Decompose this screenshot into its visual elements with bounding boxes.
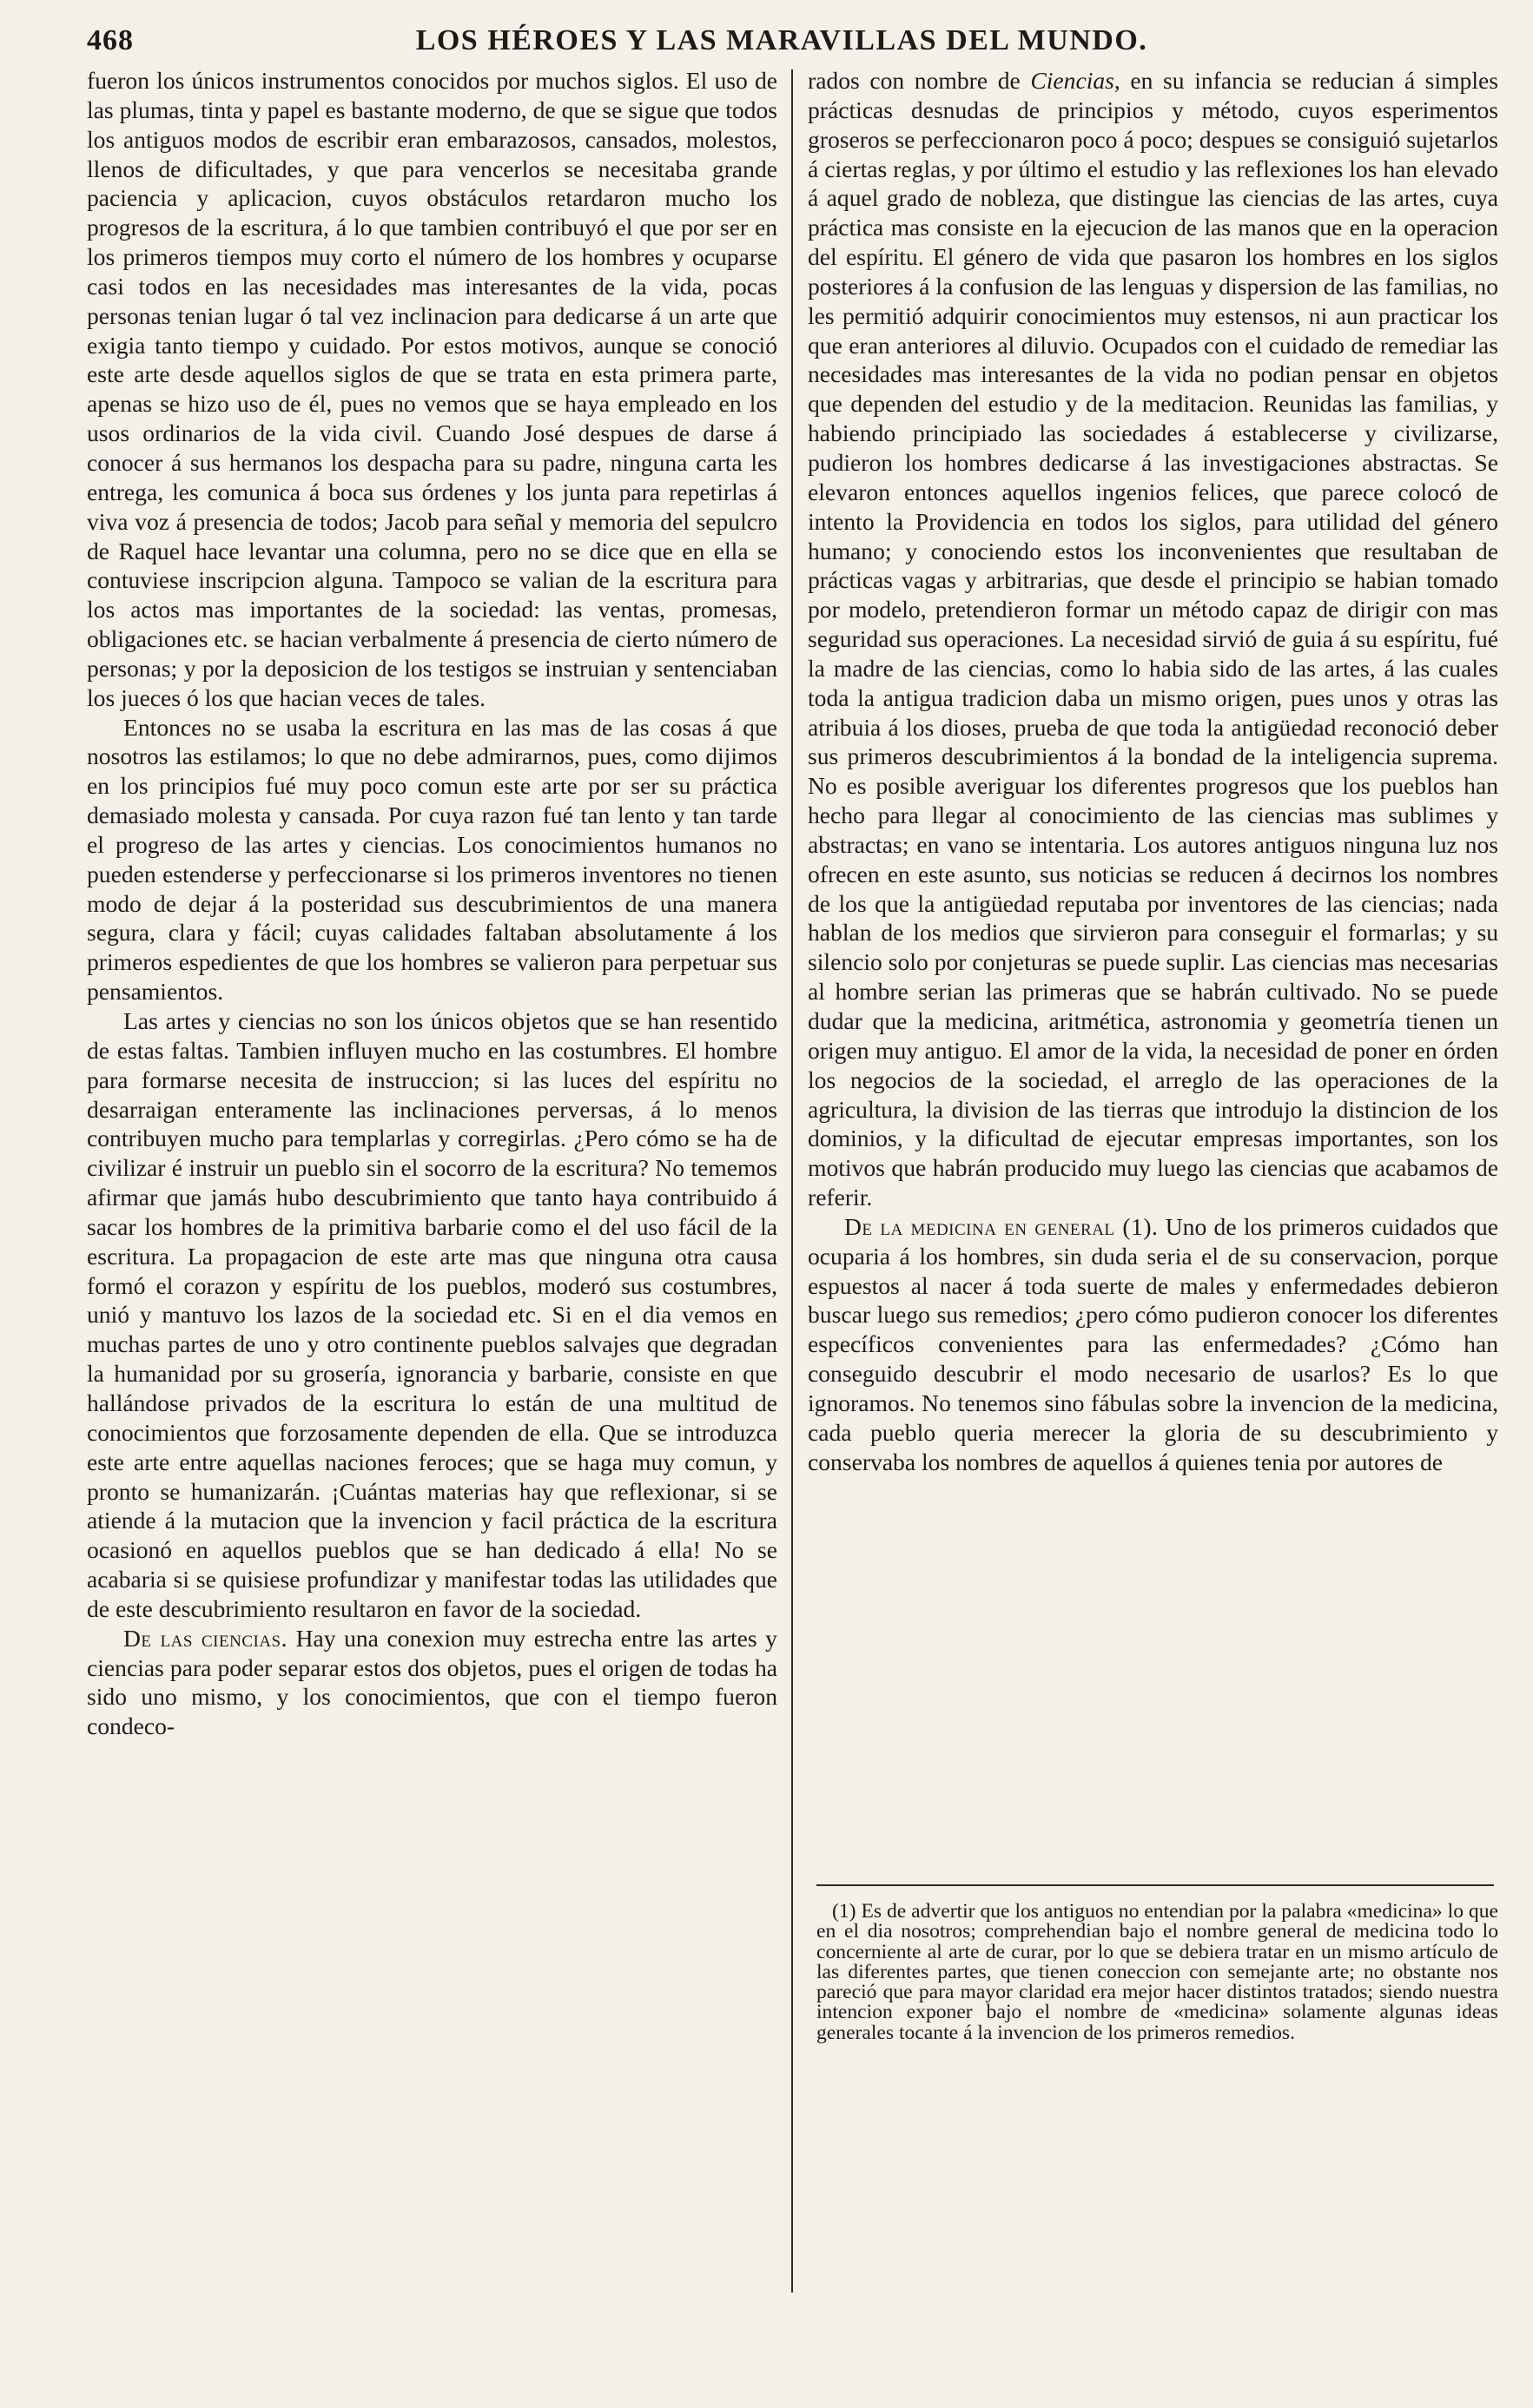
paragraph-text: Hay una conexion muy estrecha entre las artes y ciencias para poder separar estos dos objetos, pues el origen de todas ha sido uno mismo, y los conocimientos, que con el tiempo fueron condeco-: [87, 1624, 777, 1740]
left-column: [87, 66, 777, 1741]
page-header: [87, 19, 1477, 64]
footnote-rule: [816, 1884, 1494, 1886]
paragraph: Las artes y ciencias no son los únicos objetos que se han resentido de estas faltas. Tambien influyen mucho en las costumbres. El hombre para formarse necesita de instruccion; si las luces del espíritu no desarraigan enteramente las inclinaciones perversas, á lo menos contribuyen mucho para templarlas y corregirlas. ¿Pero cómo se ha de civilizar é instruir un pueblo sin el socorro de la escritura? No tememos afirmar que jamás hubo descubrimiento que tanto haya contribuido á sacar los hombres de la primitiva barbarie como el del uso fácil de la escritura. La propagacion de este arte mas que ninguna otra causa formó el corazon y espíritu de los pueblos, moderó sus costumbres, unió y mantuvo los lazos de la sociedad etc. Si en el dia vemos en muchas partes de uno y otro continente pueblos salvajes que degradan la humanidad por su grosería, ignorancia y barbarie, consiste en que hallándose privados de la escritura lo están de una multitud de conocimientos que forzosamente dependen de ella. Que se introduzca este arte entre aquellas naciones feroces; que se haga muy comun, y pronto se humanizarán. ¡Cuántas materias hay que reflexionar, si se atiende á la mutacion que la invencion y facil práctica de la escritura ocasionó en aquellos pueblos que se han dedicado á ella! No se acabaria si se quisiese profundizar y manifestar todas las utilidades que de este descubrimiento resultaron en favor de la sociedad.: [87, 1007, 777, 1622]
right-column: [808, 66, 1498, 1477]
column-divider: [791, 69, 793, 2293]
paragraph-medicine: [808, 1212, 1498, 1477]
paragraph: fueron los únicos instrumentos conocidos por muchos siglos. El uso de las plumas, tinta y papel es bastante moderno, de que se sigue que todos los antiguos modos de escribir eran embarazosos, cansados, molestos, llenos de dificultades, y que para vencerlos se necesitaba grande paciencia y aplicacion, cuyos obstáculos retardaron mucho los progresos de la escritura, á lo que tambien contribuyó el que por ser en los primeros tiempos muy corto el número de los hombres y ocuparse casi todos en las necesidades mas interesantes de la vida, pocas personas tenian lugar ó tal vez inclinacion para dedicarse á un arte que exigia tanto tiempo y cuidado. Por estos motivos, aunque se conoció este arte desde aquellos siglos de que se trata en esta primera parte, apenas se hizo uso de él, pues no vemos que se haya empleado en los usos ordinarios de la vida civil. Cuando José despues de darse á conocer á sus hermanos los despacha para su padre, ninguna carta les entrega, les comunica á boca sus órdenes y los junta para repetirlas á viva voz á presencia de todos; Jacob para señal y memoria del sepulcro de Raquel hace levantar una columna, pero no se dice que en ella se contuviese inscripcion alguna. Tampoco se valian de la escritura para los actos mas importantes de la sociedad: las ventas, promesas, obligaciones etc. se hacian verbalmente á presencia de cierto número de personas; y por la deposicion de los testigos se instruian y sentenciaban los jueces ó los que hacian veces de tales.: [87, 67, 777, 711]
section-heading-medicine: De la medicina en general (1).: [844, 1212, 1159, 1240]
footnote-text: (1) Es de advertir que los antiguos no entendian por la palabra «medicina» lo que en el dia nosotros; comprehendian bajo el nombre general de medicina todo lo concerniente al arte de curar, por lo que se debiera tratar en un mismo artículo de las diferentes partes, que tienen coneccion con semejante arte; no obstante nos pareció que para mayor claridad era mejor hacer distintos tratados; siendo nuestra intencion exponer bajo el nombre de «medicina» solamente algunas ideas generales tocante á la invencion de los primeros remedios.: [816, 1900, 1498, 2044]
section-heading-sciences: De las ciencias.: [123, 1624, 288, 1652]
page-number: 468: [87, 24, 134, 56]
footnote: [816, 1902, 1498, 2043]
paragraph: Entonces no se usaba la escritura en las mas de las cosas á que nosotros las estilamos; lo que no debe admirarnos, pues, como dijimos en los principios fué muy poco comun este arte por ser su práctica demasiado molesta y cansada. Por cuya razon fué tan lento y tan tarde el progreso de las artes y ciencias. Los conocimientos humanos no pueden estenderse y perfeccionarse si los primeros inventores no tienen modo de dejar á la posteridad sus descubrimientos de una manera segura, clara y fácil; cuyas calidades faltaban absolutamente á los primeros espedientes de que los hombres se valieron para perpetuar sus pensamientos.: [87, 713, 777, 1006]
paragraph-text: Uno de los primeros cuidados que ocuparia á los hombres, sin duda seria el de su conservacion, porque espuestos al nacer á toda suerte de males y enfermedades debieron buscar luego sus remedios; ¿pero cómo pudieron conocer los diferentes específicos convenientes para las enfermedades? ¿Cómo han conseguido descubrir el modo necesario de usarlos? Es lo que ignoramos. No tenemos sino fábulas sobre la invencion de la medicina, cada pueblo queria merecer la gloria de su descubrimiento y conservaba los nombres de aquellos á quienes tenia por autores de: [808, 1212, 1498, 1475]
paragraph: [808, 66, 1498, 1212]
paragraph-text: rados con nombre de: [808, 67, 1031, 94]
running-title: LOS HÉROES Y LAS MARAVILLAS DEL MUNDO.: [415, 24, 1148, 56]
paragraph-sciences: [87, 1624, 777, 1741]
italic-term: Ciencias: [1030, 67, 1114, 94]
paragraph-text: , en su infancia se reducian á simples prácticas desnudas de principios y método, cuyos esperimentos groseros se perfeccionaron poco á poco; despues se consiguió sujetarlos á ciertas reglas, y por último el estudio y las reflexiones los han elevado á aquel grado de nobleza, que distingue las ciencias de las artes, cuya práctica mas consiste en la ejecucion de las manos que en la operacion del espíritu. El género de vida que pasaron los hombres en los siglos posteriores á la confusion de las lenguas y dispersion de las familias, no les permitió adquirir conocimientos muy estensos, ni aun practicar los que eran anteriores al diluvio. Ocupados con el cuidado de remediar las necesidades mas interesantes de la vida no podian pensar en objetos que dependen del estudio y de la meditacion. Reunidas las familias, y habiendo principiado las sociedades á establecerse y civilizarse, pudieron los hombres dedicarse á las investigaciones abstractas. Se elevaron entonces aquellos ingenios felices, que parece colocó de intento la Providencia en todos los siglos, para utilidad del género humano; y conociendo estos los inconvenientes que resultaban de prácticas vagas y arbitrarias, que desde el principio se habian tomado por modelo, pretendieron formar un método capaz de dirigir con mas seguridad sus operaciones. La necesidad sirvió de guia á su espíritu, fué la madre de las ciencias, como lo habia sido de las artes, á las cuales toda la antigua tradicion daba un mismo origen, pues unos y otras las atribuia á los dioses, prueba de que toda la antigüedad reconoció deber sus primeros descubrimientos á la bondad de la inteligencia suprema. No es posible averiguar los diferentes progresos que los pueblos han hecho para llegar al conocimiento de las ciencias mas sublimes y abstractas; en vano se intentaria. Los autores antiguos ninguna luz nos ofrecen en este asunto, sus noticias se reducen á decirnos los nombres de los que la antigüedad reputaba por inventores de las ciencias; nada hablan de los medios que sirvieron para conseguir el formarlas; y su silencio solo por conjeturas se puede suplir. Las ciencias mas necesarias al hombre serian las primeras que se habrán cultivado. No se puede dudar que la medicina, aritmética, astronomia y geometría tienen un origen muy antiguo. El amor de la vida, la necesidad de poner en órden los negocios de la sociedad, el arreglo de las operaciones de la agricultura, la division de las tierras que introdujo la distincion de los dominios, y la dificultad de ejecutar empresas importantes, son los motivos que habrán producido muy luego las ciencias que acabamos de referir.: [808, 67, 1498, 1211]
